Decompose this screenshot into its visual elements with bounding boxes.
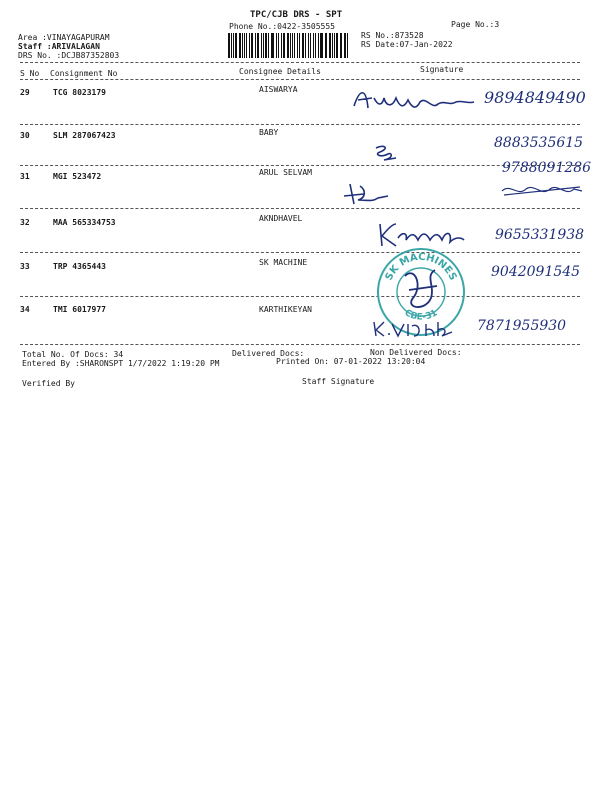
row-divider — [20, 165, 580, 166]
row-consignment: MGI 523472 — [53, 172, 102, 181]
row-phone: 9894849490 — [484, 88, 586, 107]
row-consignment: TMI 6017977 — [53, 305, 106, 314]
row-sno: 30 — [20, 131, 30, 140]
row-sno: 29 — [20, 88, 30, 97]
signature-mark — [370, 142, 400, 164]
barcode — [228, 33, 350, 58]
row-phone: 9788091286 — [502, 160, 592, 176]
row-sno: 33 — [20, 262, 30, 271]
printed-on: Printed On: 07-01-2022 13:20:04 — [276, 357, 426, 366]
non-delivered-docs: Non Delivered Docs: — [370, 348, 462, 357]
row-phone: 9042091545 — [491, 264, 581, 280]
delivered-docs: Delivered Docs: — [232, 349, 305, 358]
entered-by: Entered By :SHARONSPT 1/7/2022 1:19:20 PM — [22, 359, 220, 368]
phone-number: Phone No.:0422-3505555 — [229, 22, 335, 31]
row-sno: 31 — [20, 172, 30, 181]
staff-signature-label: Staff Signature — [302, 377, 375, 386]
svg-text:SK MACHINES — [384, 252, 459, 282]
page-number: Page No.:3 — [451, 20, 500, 29]
col-signature: Signature — [420, 65, 464, 74]
row-consignment: TCG 8023179 — [53, 88, 106, 97]
rs-number: RS No.:873528 — [361, 31, 424, 40]
row-divider — [20, 208, 580, 209]
row-sno: 34 — [20, 305, 30, 314]
row-sno: 32 — [20, 218, 30, 227]
total-docs: Total No. Of Docs: 34 — [22, 350, 124, 359]
row-consignment: SLM 287067423 — [53, 131, 116, 140]
drs-number: DRS No. :DCJB87352803 — [18, 51, 120, 60]
column-divider — [20, 79, 580, 80]
row-consignment: MAA 565334753 — [53, 218, 116, 227]
signature-mark — [342, 180, 392, 210]
row-consignee: BABY — [259, 128, 279, 137]
row-consignee: KARTHIKEYAN — [259, 305, 312, 314]
signature-mark — [350, 84, 480, 118]
col-sno: S No — [20, 69, 40, 78]
row-phone: 9655331938 — [495, 227, 585, 243]
verified-by-label: Verified By — [22, 379, 75, 388]
row-divider — [20, 296, 580, 297]
signature-mark — [372, 318, 462, 340]
staff-label: Staff :ARIVALAGAN — [18, 42, 100, 51]
row-consignment: TRP 4365443 — [53, 262, 106, 271]
stamp-top-text: SK MACHINES — [383, 251, 459, 283]
row-phone: 7871955930 — [477, 318, 567, 334]
row-consignee: ARUL SELVAM — [259, 168, 312, 177]
row-consignee: AKNDHAVEL — [259, 214, 303, 223]
area-label: Area :VINAYAGAPURAM — [18, 33, 110, 42]
col-consignment: Consignment No — [50, 69, 118, 78]
row-consignee: SK MACHINE — [259, 258, 308, 267]
scribble-mark — [500, 181, 584, 201]
stamp-bottom-text: CBE-31 — [402, 308, 440, 323]
document-title: TPC/CJB DRS - SPT — [250, 10, 343, 20]
row-divider — [20, 252, 580, 253]
row-divider — [20, 124, 580, 125]
rs-date: RS Date:07-Jan-2022 — [361, 40, 453, 49]
header-divider — [20, 62, 580, 63]
col-consignee: Consignee Details — [239, 67, 321, 76]
footer-divider — [20, 344, 580, 345]
row-consignee: AISWARYA — [259, 85, 298, 94]
row-phone: 8883535615 — [494, 135, 584, 151]
